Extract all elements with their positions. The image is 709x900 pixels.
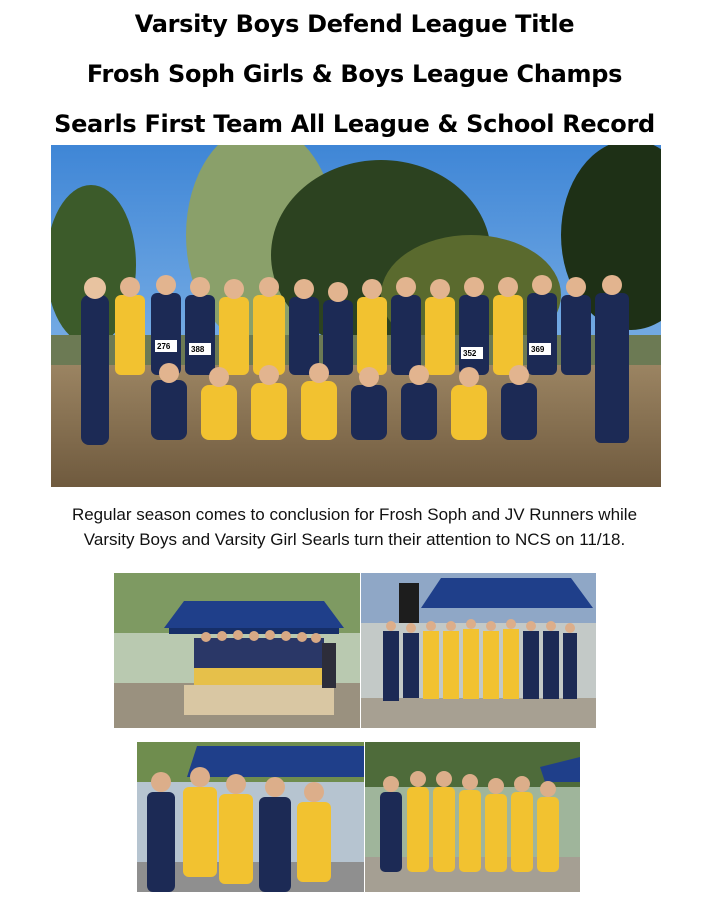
team-tent-photo	[114, 573, 360, 728]
bib-276: 276	[157, 342, 171, 351]
caption-line-2: Varsity Boys and Varsity Girl Searls turn their attention to NCS on 11/18.	[83, 530, 626, 549]
boys-medal-photo	[361, 573, 596, 728]
headline-varsity-boys: Varsity Boys Defend League Title	[134, 10, 575, 38]
bib-352: 352	[463, 349, 477, 358]
boys-group-photo	[365, 742, 580, 892]
headline-searls: Searls First Team All League & School Record	[54, 110, 655, 138]
caption-line-1: Regular season comes to conclusion for Frosh Soph and JV Runners while	[71, 505, 638, 524]
bib-369: 369	[531, 345, 545, 354]
headline-frosh-soph: Frosh Soph Girls & Boys League Champs	[86, 60, 623, 88]
bib-388: 388	[191, 345, 205, 354]
team-group-photo	[51, 145, 661, 487]
girls-medal-photo	[137, 742, 364, 892]
